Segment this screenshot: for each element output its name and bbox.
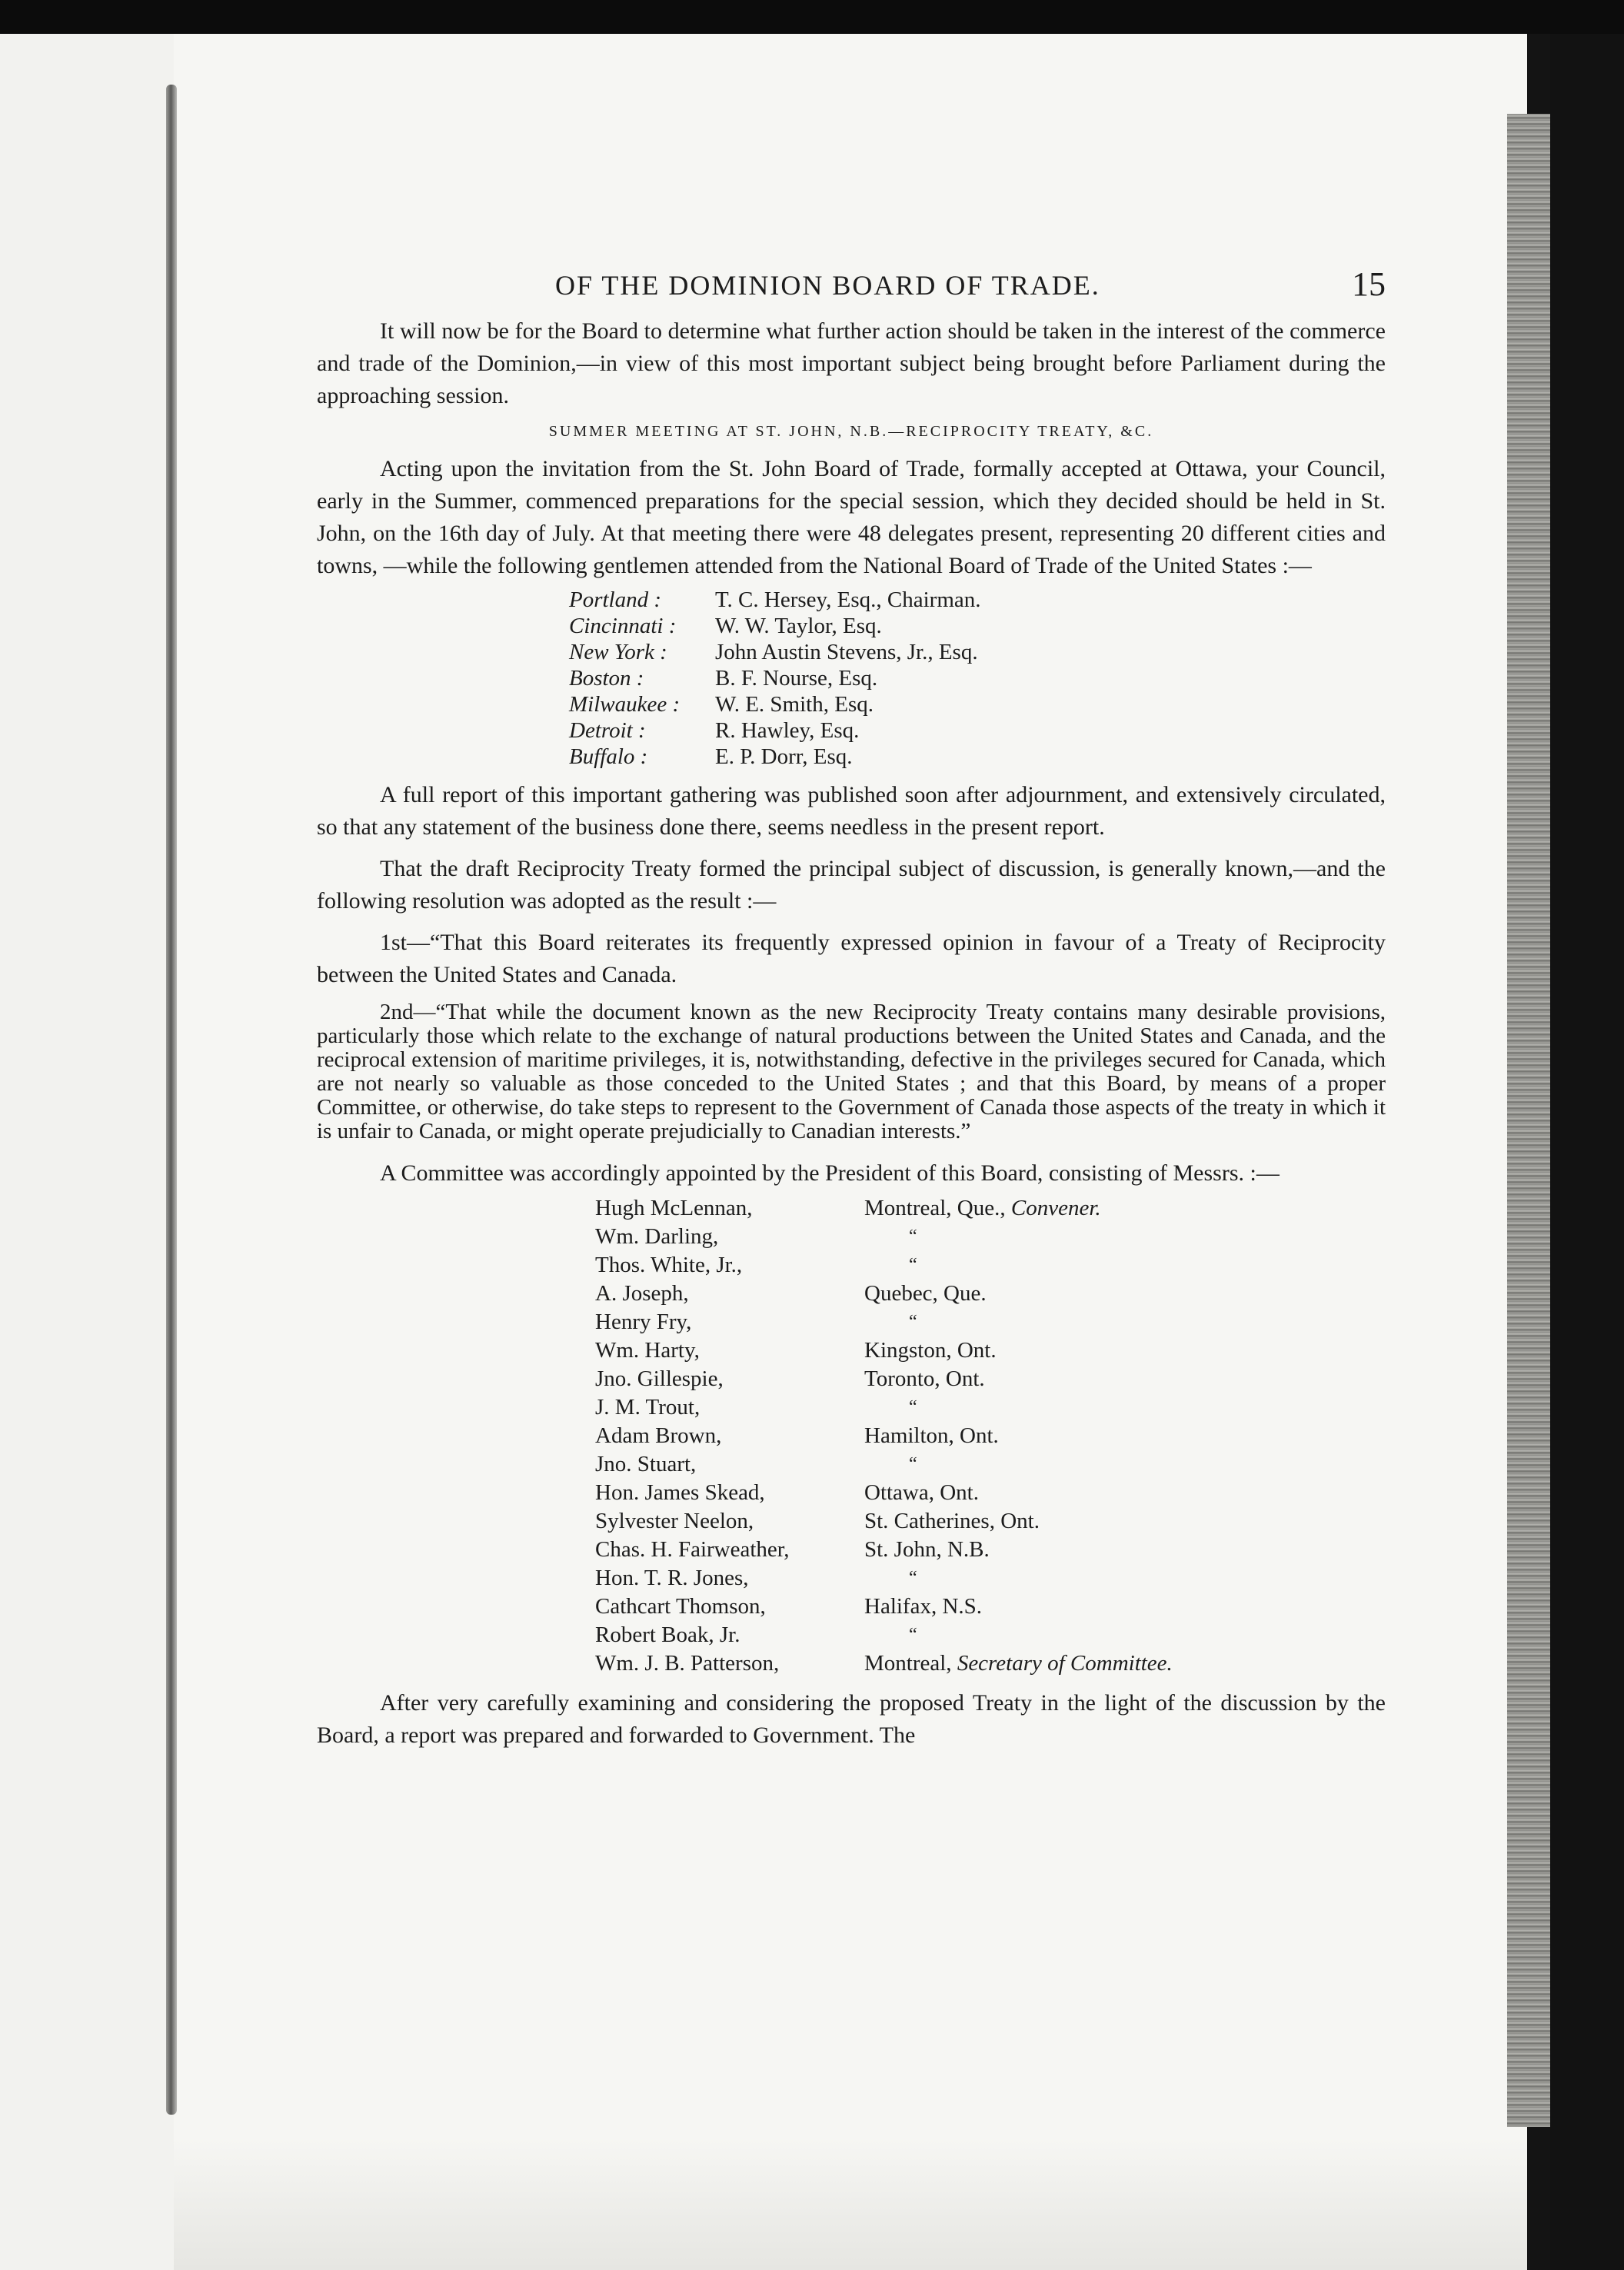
committee-row [595, 1649, 1386, 1678]
page-stack-edge [1507, 114, 1550, 2127]
member-place: Quebec, Que. [864, 1281, 987, 1306]
member-name: Hugh McLennan, [595, 1196, 753, 1220]
delegates-list [569, 587, 1386, 770]
committee-row [595, 1194, 1386, 1223]
delegate-city: Detroit : [569, 718, 646, 743]
delegate-row [569, 744, 1386, 770]
member-place: “ [909, 1397, 917, 1417]
member-name: Hon. James Skead, [595, 1480, 765, 1505]
member-place: St. John, N.B. [864, 1537, 990, 1562]
member-place: Toronto, Ont. [864, 1366, 985, 1391]
committee-row [595, 1251, 1386, 1280]
delegate-city: Portland : [569, 587, 662, 612]
member-name: Jno. Gillespie, [595, 1366, 724, 1391]
paragraph-5: A Committee was accordingly appointed by the President of this Board, consisting of Messrs. :— [380, 1160, 1280, 1186]
committee-row [595, 1223, 1386, 1251]
delegate-row [569, 691, 1386, 717]
page-header [317, 261, 1386, 315]
member-place: “ [909, 1454, 917, 1474]
page-bottom-shade [174, 2138, 1527, 2270]
delegate-city: Boston : [569, 666, 644, 691]
delegate-name: W. W. Taylor, Esq. [715, 614, 882, 638]
book-gutter [166, 85, 177, 2115]
member-name: Wm. Harty, [595, 1338, 700, 1363]
member-place: “ [909, 1312, 917, 1332]
page-number: 15 [1352, 265, 1386, 303]
delegate-city: Cincinnati : [569, 614, 677, 638]
committee-row [595, 1621, 1386, 1649]
member-place: “ [909, 1227, 917, 1247]
member-place: Halifax, N.S. [864, 1594, 983, 1619]
member-name: Sylvester Neelon, [595, 1509, 754, 1533]
delegate-city: Milwaukee : [569, 692, 681, 717]
paragraph-1: It will now be for the Board to determine what further action should be taken in the interest of the commerce and trade of the Dominion,—in view of this most important subject being brought before Parliament during the approaching session. [317, 318, 1386, 408]
scan-top-border [0, 0, 1624, 34]
member-name: Chas. H. Fairweather, [595, 1537, 790, 1562]
committee-row [595, 1479, 1386, 1507]
committee-row [595, 1365, 1386, 1393]
member-name: Henry Fry, [595, 1310, 692, 1334]
committee-list [595, 1194, 1386, 1678]
paragraph-2: Acting upon the invitation from the St. John Board of Trade, formally accepted at Ottawa, your Council, early in the Summer, commenced preparations for the special session, which they decided should be held in St. John, on the 16th day of July. At that meeting there were 48 delegates present, representing 20 different cities and towns, —while the following gentlemen attended from the National Board of Trade of the United States :— [317, 456, 1386, 578]
committee-row [595, 1507, 1386, 1536]
delegate-row [569, 665, 1386, 691]
delegate-name: John Austin Stevens, Jr., Esq. [715, 640, 978, 664]
member-place: “ [909, 1568, 917, 1588]
resolution-2: 2nd—“That while the document known as the new Reciprocity Treaty contains many desirable provisions, particularly those which relate to the exchange of natural productions between the United States and Canada, and the reciprocal extension of maritime privileges, it is, notwithstanding, defective in the privileges secured for Canada, which are not nearly so valuable as those conceded to the United States ; and that this Board, by means of a proper Committee, or otherwise, do take steps to represent to the Government of Canada those aspects of the treaty in which it is unfair to Canada, or might operate prejudicially to Canadian interests.” [317, 1000, 1386, 1143]
member-name: Cathcart Thomson, [595, 1594, 766, 1619]
committee-row [595, 1393, 1386, 1422]
delegate-name: B. F. Nourse, Esq. [715, 666, 878, 691]
member-place: “ [909, 1255, 917, 1275]
member-place: St. Catherines, Ont. [864, 1509, 1040, 1533]
running-head: OF THE DOMINION BOARD OF TRADE. [555, 270, 1100, 301]
committee-row [595, 1593, 1386, 1621]
delegate-name: T. C. Hersey, Esq., Chairman. [715, 587, 981, 612]
committee-row [595, 1308, 1386, 1336]
delegate-name: R. Hawley, Esq. [715, 718, 860, 743]
member-name: Hon. T. R. Jones, [595, 1566, 749, 1590]
delegate-row [569, 613, 1386, 639]
member-name: J. M. Trout, [595, 1395, 701, 1420]
member-name: A. Joseph, [595, 1281, 689, 1306]
committee-row [595, 1422, 1386, 1450]
delegate-city: Buffalo : [569, 744, 648, 769]
member-name: Thos. White, Jr., [595, 1253, 743, 1277]
member-place: Ottawa, Ont. [864, 1480, 979, 1505]
member-name: Jno. Stuart, [595, 1452, 697, 1476]
member-name: Wm. J. B. Patterson, [595, 1651, 780, 1676]
member-name: Wm. Darling, [595, 1224, 719, 1249]
delegate-row [569, 639, 1386, 665]
member-place: Kingston, Ont. [864, 1338, 997, 1363]
page-text [317, 261, 1386, 1752]
committee-row [595, 1450, 1386, 1479]
facing-page-edge [0, 34, 178, 2270]
member-place: Hamilton, Ont. [864, 1423, 999, 1448]
member-name: Robert Boak, Jr. [595, 1623, 740, 1647]
member-place: “ [909, 1625, 917, 1645]
delegate-row [569, 717, 1386, 744]
scan-right-border [1550, 34, 1624, 2270]
committee-row [595, 1280, 1386, 1308]
section-subheading: SUMMER MEETING AT ST. JOHN, N.B.—RECIPROCITY TREATY, &C. [548, 423, 1154, 440]
paragraph-3: A full report of this important gathering was published soon after adjournment, and extensively circulated, so that any statement of the business done there, seems needless in the present report. [317, 782, 1386, 840]
member-place: Montreal, Secretary of Committee. [864, 1651, 1173, 1676]
committee-row [595, 1536, 1386, 1564]
member-place: Montreal, Que., Convener. [864, 1196, 1101, 1220]
delegate-row [569, 587, 1386, 613]
member-name: Adam Brown, [595, 1423, 722, 1448]
resolution-1: 1st—“That this Board reiterates its frequently expressed opinion in favour of a Treaty of Reciprocity between the United States and Canada. [317, 930, 1386, 987]
committee-row [595, 1564, 1386, 1593]
delegate-name: W. E. Smith, Esq. [715, 692, 874, 717]
delegate-name: E. P. Dorr, Esq. [715, 744, 853, 769]
paragraph-4: That the draft Reciprocity Treaty formed the principal subject of discussion, is generally known,—and the following resolution was adopted as the result :— [317, 856, 1386, 914]
paragraph-6: After very carefully examining and considering the proposed Treaty in the light of the discussion by the Board, a report was prepared and forwarded to Government. The [317, 1690, 1386, 1748]
committee-row [595, 1336, 1386, 1365]
delegate-city: New York : [569, 640, 667, 664]
